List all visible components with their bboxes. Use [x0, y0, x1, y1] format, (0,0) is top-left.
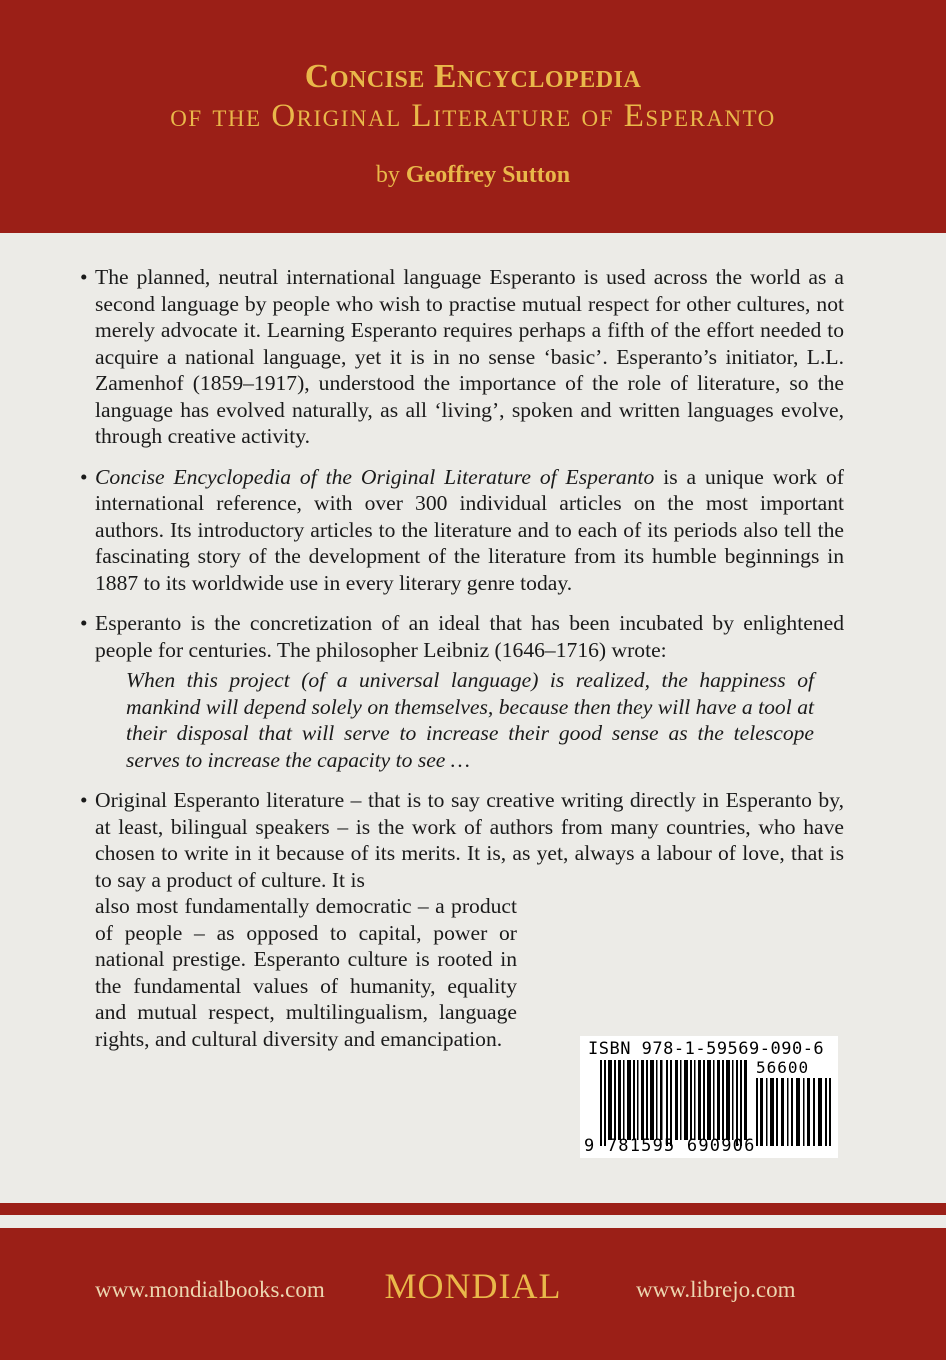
book-title-italic: Concise Encyclopedia of the Original Literature of Esperanto	[95, 464, 655, 489]
paragraph-text: Original Esperanto literature – that is to say creative writing directly in Esperanto by, at least, bilingual speakers – is the work of authors from many countries, who have chosen to write in it because of its merits. It is, as yet, always a labour of love, that is to say a product of culture. It is	[95, 788, 844, 892]
isbn-label: ISBN 978-1-59569-090-6	[588, 1039, 825, 1059]
bullet-icon: •	[80, 464, 88, 489]
website-link-librejo[interactable]: www.librejo.com	[636, 1277, 796, 1302]
blurb-paragraph-2	[80, 464, 844, 597]
paragraph-text: The planned, neutral international language Esperanto is used across the world as a second language by people who wish to practise mutual respect for other cultures, not merely advocate it. Learning Esperanto requires perhaps a fifth of the effort needed to acquire a national language, yet it is in no sense ‘basic’. Esperanto’s initiator, L.L. Zamenhof (1859–1917), understood the importance of the role of literature, so the language has evolved naturally, as all ‘living’, spoken and written languages evolve, through creative activity.	[95, 265, 844, 448]
bullet-icon: •	[80, 611, 88, 635]
publisher-logo: MONDIAL	[384, 1266, 562, 1306]
website-link-mondialbooks[interactable]: www.mondialbooks.com	[95, 1277, 325, 1302]
paragraph-text: is a unique work of international reference, with over 300 individual articles on the most important authors. Its introductory articles to the literature and to each of its periods also tell the fascinating story of the development of the literature from its humble beginnings in 1887 to its worldwide use in every literary genre today.	[95, 464, 844, 595]
addon-barcode-icon	[756, 1078, 832, 1146]
paragraph-text: Esperanto is the concretization of an ideal that has been incubated by enlightened people for centuries. The philosopher Leibniz (1646–1716) wrote:	[95, 611, 844, 662]
byline	[0, 162, 946, 189]
bullet-icon: •	[80, 265, 88, 289]
ean-digits: 9 781595 690906	[584, 1136, 756, 1156]
back-cover-blurb	[80, 264, 844, 1066]
isbn-barcode	[580, 1036, 838, 1158]
barcode-bars-icon	[600, 1060, 748, 1146]
author-name: Geoffrey Sutton	[405, 162, 571, 188]
leibniz-quote: When this project (of a universal language) is realized, the happiness of mankind will depend solely on themselves, because then they will have a tool at their disposal that will serve to increase their good sense as the telescope serves to increase the capacity to see …	[126, 668, 814, 772]
blurb-paragraph-3	[80, 610, 844, 663]
book-title-line1: Concise Encyclopedia	[304, 58, 642, 95]
divider-stripe	[0, 1203, 946, 1215]
paragraph-text-wrapped: also most fundamentally democratic – a product of people – as opposed to capital, power or national prestige. Esperanto culture is rooted in the fundamental values of humanity, equality and mutual respect, multilingualism, language rights, and cultural diversity and emancipation.	[95, 894, 517, 1051]
blurb-paragraph-4	[80, 787, 844, 1052]
price-code: 56600	[756, 1058, 810, 1077]
bullet-icon: •	[80, 788, 88, 812]
blurb-paragraph-1	[80, 264, 844, 450]
byline-prefix: by	[375, 162, 400, 188]
book-title-line2: of the Original Literature of Esperanto	[170, 98, 776, 134]
